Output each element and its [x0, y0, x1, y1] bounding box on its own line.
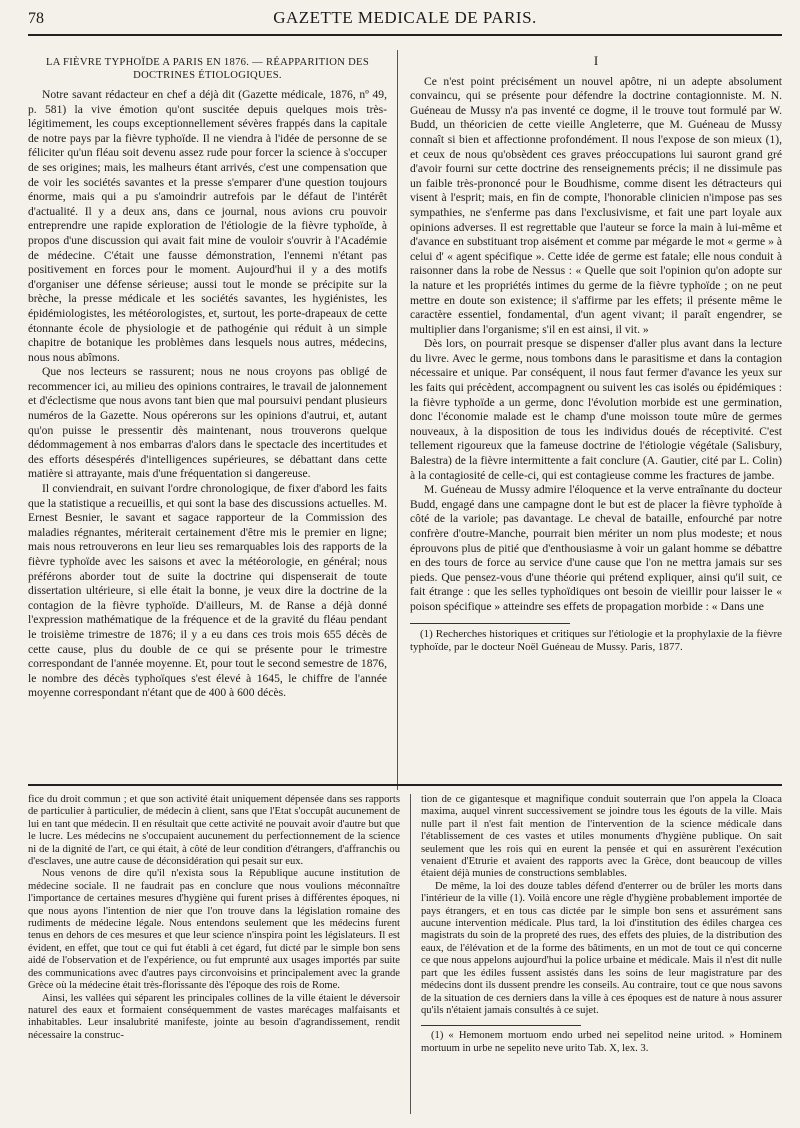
paragraph: Ainsi, les vallées qui séparent les principales collines de la ville étaient le déversoir naturel des eaux et formaient conséquemment de vastes marécages malfaisants et inhabitables. Leur insalubrité manifeste, jointe au besoin d'agrandissement, rendit nécessaire la construc-	[28, 992, 400, 1041]
section-divider	[28, 784, 782, 786]
footnote-divider	[421, 1025, 581, 1026]
article-title-line-1: LA FIÈVRE TYPHOÏDE A PARIS EN 1876. — RÉAPPARITION DES	[45, 57, 370, 68]
paragraph: fice du droit commun ; et que son activité était uniquement dépensée dans ses rapports de particulier à particulier, de médecin à client, sans que l'Etat s'occupât aucunement de lui en tant que médecin. Il en résultait que cette activité ne pouvait avoir d'autre but que le lucre. Les médecins ne s'occupaient aucunement du perfectionnement de la science ni de la dignité de l'art, ce qui était, à côté de leur condition d'étrangers, d'affranchis ou d'esclaves, une autre cause de déconsidération qui pesait sur eux.	[28, 794, 400, 868]
paragraph: M. Guéneau de Mussy admire l'éloquence et la verve entraînante du docteur Budd, engagé dans une campagne dont le but est de placer la fièvre typhoïde à côté de la variole; pas davantage. Le cheval de bataille, enfourché par notre confrère d'outre-Manche, pourrait bien mériter un nom plus modeste; et nous éprouvons plus de pitié que d'enthousiasme à voir un galant homme se débattre en des tours de force au service d'une cause que l'on ne mettra jamais sur ses pieds. Que pensez-vous d'une théorie qui prétend expliquer, ainsi qu'il suit, ce fait étrange : que les selles typhoïdiques ont besoin de vieillir pour laisser le « poison spécifique » atteindre ses effets de propagation morbide : « Dans une	[410, 483, 782, 613]
journal-title: GAZETTE MEDICALE DE PARIS.	[273, 8, 537, 27]
article-title-line-2: DOCTRINES ÉTIOLOGIQUES.	[133, 70, 282, 81]
page-number: 78	[28, 10, 44, 27]
paragraph: Nous venons de dire qu'il n'exista sous la République aucune institution de médecine sociale. Il ne faudrait pas en conclure que nous voulions méconnaître l'importance de certaines mesures d'hygiène qui furent prises à différentes époques, ni que nous ayons l'intention de nier que l'on trouve dans la législation romaine des rudiments de médecine légale. Nous entendons seulement que les médecins furent tenus en dehors de ces mesures et que leur science n'inspira point les législateurs. Il est évident, en effet, que tout ce qui fut établi à cet égard, fut dicté par le simple bon sens aidé de l'observation et de l'expérience, ou fut emprunté aux usages importés par suite des communications avec d'autres pays circonvoisins et principalement avec la grande Grèce où la médecine était très-florissante dès l'époque des rois de Rome.	[28, 868, 400, 992]
bottom-left-column	[28, 794, 410, 1114]
article-top-section	[28, 50, 782, 790]
footnote: (1) « Hemonem mortuom endo urbed nei sepelitod neine uritod. » Hominem mortuum in urbe ne sepelito neve urito Tab. X, lex. 3.	[421, 1030, 782, 1054]
page-header	[28, 8, 782, 36]
bottom-right-column	[410, 794, 782, 1114]
article-title	[28, 56, 387, 82]
right-column	[397, 50, 782, 790]
paragraph: Dès lors, on pourrait presque se dispenser d'aller plus avant dans la lecture du livre. Avec le germe, nous tombons dans le parasitisme et dans la contagion nécessaire et unique. Par conséquent, il nous faut fermer d'avance les yeux sur les faits qui précèdent, accompagnent ou suivent les cas isolés ou épidémiques : la fièvre typhoïde a un germe, donc l'évolution morbide est une germination, donc l'économie malade est le champ d'une moisson toute mûre de germes nouveaux, à la disposition de tous les individus doués de réceptivité. C'est tellement rigoureux que la fameuse doctrine de l'étiologie végétale (Salisbury, Balestra) de la fièvre intermittente a fait conclure (A. Gautier, cité par L. Colin) à la contagiosité de celle-ci, qui est contagieuse comme les fractures de jambe.	[410, 337, 782, 482]
section-number: I	[593, 53, 599, 68]
paragraph: De même, la loi des douze tables défend d'enterrer ou de brûler les morts dans l'intérieur de la ville (1). Voilà encore une règle d'hygiène probablement importée de pays étrangers, et en tous cas dictée par le simple bon sens et assurément sans aucune intervention médicale. Plus tard, la loi d'institution des édiles chargea ces magistrats du soin de la propreté des rues, des effets des pluies, de la distribution des eaux, de l'élévation et de la forme des bâtiments, en un mot de tout ce qui concerne ce que nous appelons aujourd'hui la police urbaine et médicale. Mais il n'est dit nulle part que les édiles fussent assistés dans les soins de leur magistrature par des médecins dont ils dussent prendre les conseils. Au contraire, tout ce que nous savons de la situation de ces derniers dans la ville à ces époques est de nature à nous assurer qu'ils n'étaient jamais consultés à ce sujet.	[421, 880, 782, 1016]
article-bottom-section	[28, 794, 782, 1114]
paragraph: Ce n'est point précisément un nouvel apôtre, ni un adepte absolument convaincu, qui se présente pour défendre la doctrine contagionniste. M. N. Guéneau de Mussy n'a pas inventé ce dogme, il le trouve tout formulé par W. Budd, un théoricien de cette vieille Angleterre, que M. Guéneau de Mussy connaît si bien et affectionne profondément. Il nous l'expose de son mieux (1), et ceux de nous qu'obsèdent ces graves préoccupations lui sauront grand gré d'avoir fourni sur cette doctrine des renseignements précis; il ne dissimule pas un faible très-prononcé pour le Boudhisme, comme disent les détracteurs qui visent à l'esprit; mais, en fin de compte, l'honorable clinicien n'impose pas ses sympathies, ne s'enferme pas dans l'exclusivisme, et fait une part loyale aux opinions adverses. Il est regrettable que l'auteur se force la main à lui-même et d'avance en substituant trop aisément et comme par mégarde le mot « germe » à celui d' « agent spécifique ». Cette idée de germe est fatale; elle nous conduit à raisonner dans la robe de Nessus : « Quelle que soit l'opinion qu'on adopte sur la nature et les propriétés intimes du germe de la fièvre typhoïde ; on ne peut mettre en doute son existence; il s'affirme par les effets; il présente même le caractère essentiel, fondamental, d'un agent vivant; il paraît engendrer, se multiplier dans l'organisme; s'il en est ainsi, il vit. »	[410, 74, 782, 336]
paragraph: Que nos lecteurs se rassurent; nous ne nous croyons pas obligé de recommencer ici, au milieu des opinions contraires, le travail de jalonnement et d'éclectisme que nous avons tant bien que mal poursuivi pendant plusieurs numéros de la Gazette. Nous opérerons sur les opinions d'autrui, et, autant qu'on puisse le pressentir dès maintenant, nous trouverons quelque dédommagement à nos embarras d'alors dans le spectacle des incertitudes et des efforts désespérés d'intelligences supérieures, se débattant dans cette matière si attrayante, mais d'une fréquentation si dangereuse.	[28, 365, 387, 481]
paragraph: Il conviendrait, en suivant l'ordre chronologique, de fixer d'abord les faits que la statistique a recueillis, et qui sont la base des discussions actuelles. M. Ernest Besnier, le savant et sagace rapporteur de la Commission des maladies régnantes, mériterait certainement d'être mis le premier en ligne; mais nous retrouverons en leur lieu ses remarquables lois des rapports de la fièvre typhoïde avec les saisons et avec la météorologie, en général; nous préférons aborder tout de suite la doctrine qui dispenserait de toute dissertation ultérieure, si elle était la bonne, je veux dire la doctrine de la contagion de la fièvre typhoïde. D'ailleurs, M. de Ranse a déjà donné l'expression mathématique de la fréquence et de la gravité du fléau pendant le troisième trimestre de 1876; il y a eu dans ces trois mois 655 décès de cette cause, plus du double de ce qui se présente pour le trimestre correspondant de l'année moyenne. Et, pour tout le second semestre de 1876, le nombre des décès typhoïques s'est élevé à 1645, le chiffre de l'année moyenne correspondant n'étant que de 400 à 600 décès.	[28, 482, 387, 700]
paragraph: Notre savant rédacteur en chef a déjà dit (Gazette médicale, 1876, nº 49, p. 581) la vive émotion qu'ont suscitée depuis quelques mois très-légitimement, les coups exceptionnellement sévères frappés dans la capitale de notre pays par la fièvre typhoïde. Il ne viendra à l'idée de personne de se féliciter qu'un fléau soit devenu assez rude pour forcer la science à s'occuper de ses origines; mais, les malheurs étant arrivés, c'est une compensation que de voir les sociétés savantes et la presse s'emparer d'une question toujours énorme, mais qui a pu s'amoindrir autrefois par le défaut de l'intérêt d'actualité. Il y a deux ans, dans ce journal, nous avions cru pouvoir entreprendre une rapide exploration de l'étiologie de la fièvre typhoïde, à propos d'une discussion qui avait fait mine de vouloir s'ouvrir à l'Académie de médecine. C'était une fausse démonstration, l'ennemi n'étant pas positivement en forces pour le moment. Aujourd'hui il y a des motifs d'organiser une défense sérieuse; aussi tout le monde se précipite sur la brèche, la presse médicale et les sociétés savantes, les hygiénistes, les épidémiologistes, les météorologistes, et, surtout, les porte-drapeaux de cette étonnante école de physiologie et de pathogénie qui réduit à un simple chapitre de botanique les problèmes dans lesquels nous autres, médecins, nous nous abîmons.	[28, 88, 387, 364]
paragraph: tion de ce gigantesque et magnifique conduit souterrain que l'on appela la Cloaca maxima, auquel vinrent successivement se joindre tous les égouts de la ville. Mais nulle part il n'est fait mention de l'intervention de la science médicale dans l'établissement de ces vastes et utiles monuments d'hygiène publique. On sait seulement que les rois qui en eurent la pensée et qui en assurèrent l'exécution venaient d'Etrurie et avaient des rapports avec la Grèce, dont beaucoup de villes étaient déjà munies de constructions semblables.	[421, 794, 782, 880]
footnote-divider	[410, 623, 570, 624]
left-column	[28, 50, 397, 790]
footnote: (1) Recherches historiques et critiques sur l'étiologie et la prophylaxie de la fièvre typhoïde, par le docteur Noël Guéneau de Mussy. Paris, 1877.	[410, 627, 782, 653]
